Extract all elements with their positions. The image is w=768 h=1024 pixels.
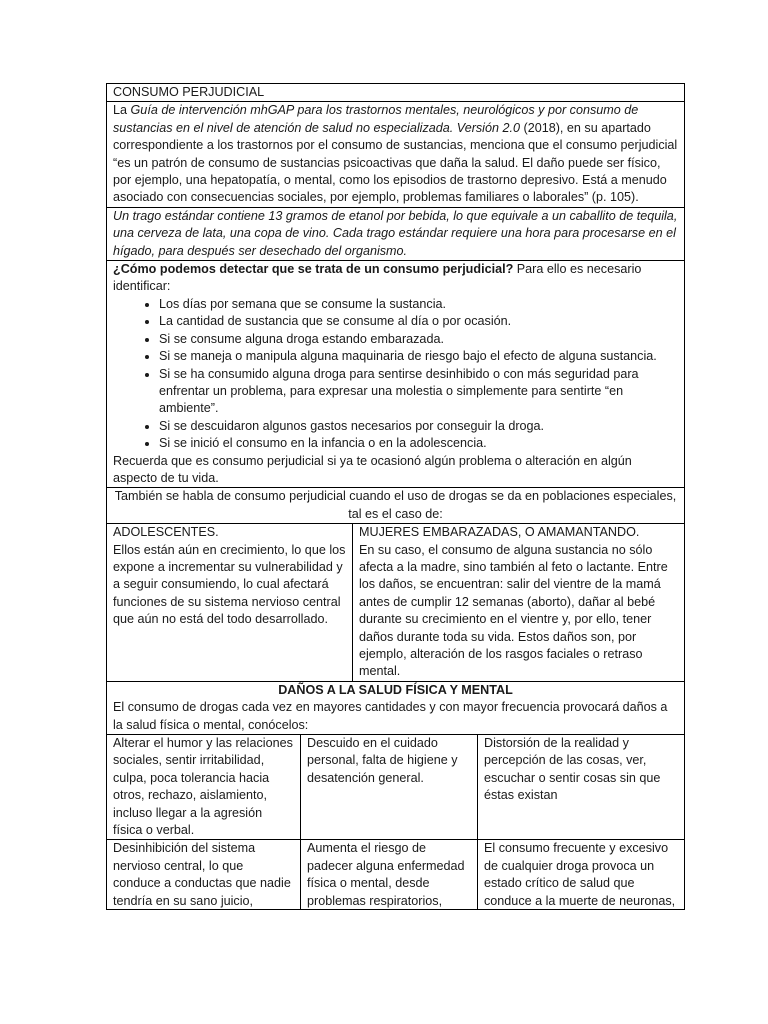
populations-table	[106, 523, 685, 682]
damage-intro-cell	[107, 681, 685, 734]
doc-title: CONSUMO PERJUDICIAL	[113, 85, 265, 99]
damage-cell	[107, 840, 301, 910]
damage-cell: Descuido en el cuidado personal, falta de higiene y desatención general.	[301, 735, 478, 840]
adolescents-text: Ellos están aún en crecimiento, lo que los expone a incrementar su vulnerabilidad y a seguir consumiendo, lo cual afectará funciones de su sistema nervioso central que aún no está del todo desarrollado.	[113, 542, 346, 627]
detect-lead: Para ello es necesario identificar:	[113, 262, 642, 294]
damage-cell-text: Aumenta el riesgo de padecer alguna enfermedad física o mental, desde problemas respiratorios,	[307, 841, 465, 908]
list-item: • Si se maneja o manipula alguna maquinaria de riesgo bajo el efecto de alguna sustancia.	[159, 348, 678, 365]
intro-text-a: La	[113, 103, 131, 118]
detect-closing: Recuerda que es consumo perjudicial si ya te ocasionó algún problema o alteración en algún aspecto de tu vida.	[113, 453, 632, 485]
pregnant-text: En su caso, el consumo de alguna sustancia no sólo afecta a la madre, sino también al feto o lactante. Entre los daños, se encuentran: salir del vientre de la mamá antes de cumplir 12 semanas (aborto), dañar al bebé durante su crecimiento en el vientre y, por ello, tener daños durante toda su vida. Estos daños son, por ejemplo, alteración de los rasgos faciales o retraso mental.	[359, 542, 668, 679]
title-cell	[107, 84, 685, 102]
main-table	[106, 83, 685, 524]
damage-cell: Distorsión de la realidad y percepción de las cosas, ver, escuchar o sentir cosas sin que éstas existan	[478, 735, 685, 840]
damage-cell	[301, 840, 478, 910]
damage-heading: DAÑOS A LA SALUD FÍSICA Y MENTAL	[278, 682, 513, 697]
damage-cell-text: El consumo frecuente y excesivo de cualquier droga provoca un estado crítico de salud que conduce a la muerte de neuronas,	[484, 841, 676, 908]
detect-question: ¿Cómo podemos detectar que se trata de un consumo perjudicial?	[113, 262, 514, 277]
intro-guide-title: Guía de intervención mhGAP para los trastornos mentales, neurológicos y por consumo de sustancias en el nivel de atención de salud no especializada. Versión 2.0	[113, 103, 639, 135]
list-item: • Si se consume alguna droga estando embarazada.	[159, 331, 678, 348]
adolescents-cell	[107, 524, 353, 682]
list-item: • Los días por semana que se consume la sustancia.	[159, 296, 678, 313]
list-item: • La cantidad de sustancia que se consume al día o por ocasión.	[159, 313, 678, 330]
standard-drink-text: Un trago estándar contiene 13 gramos de etanol por bebida, lo que equivale a un caballito de tequila, una cerveza de lata, una copa de vino. Cada trago estándar requiere una hora para procesarse en el hígado, para después ser desechado del organismo.	[113, 208, 678, 258]
detect-intro	[113, 261, 678, 296]
detect-list	[113, 296, 678, 453]
damage-cell: Alterar el humor y las relaciones sociales, sentir irritabilidad, culpa, poca tolerancia hacia otros, rechazo, aislamiento, incluso llegar a la agresión física o verbal.	[107, 735, 301, 840]
damage-cell	[478, 840, 685, 910]
adolescents-heading: ADOLESCENTES.	[113, 525, 219, 540]
detect-cell	[107, 261, 685, 488]
standard-drink-cell	[107, 207, 685, 260]
special-pop-text: También se habla de consumo perjudicial cuando el uso de drogas se da en poblaciones especiales, tal es el caso de:	[114, 489, 677, 521]
damage-header-table	[106, 681, 685, 735]
document	[106, 83, 684, 910]
list-item: • Si se descuidaron algunos gastos necesarios por conseguir la droga.	[159, 418, 678, 435]
damage-cell-text: Desinhibición del sistema nervioso central, lo que conduce a conductas que nadie tendría en su sano juicio,	[113, 841, 291, 908]
damage-table	[106, 734, 685, 910]
pregnant-cell	[353, 524, 685, 682]
list-item: • Si se ha consumido alguna droga para sentirse desinhibido o con más seguridad para enfrentar un problema, para expresar una molestia o simplemente para sentirte “en ambiente”.	[159, 366, 678, 418]
intro-text-b: (2018), en su apartado correspondiente a los trastornos por el consumo de sustancias, menciona que el consumo perjudicial “es un patrón de consumo de sustancias psicoactivas que daña la salud. El daño puede ser físico, por ejemplo, una hepatopatía, o mental, como los episodios de trastorno depresivo. Está a menudo asociado con consecuencias sociales, por ejemplo, problemas familiares o laborales” (p. 105).	[113, 120, 678, 205]
list-item: • Si se inició el consumo en la infancia o en la adolescencia.	[159, 435, 678, 452]
intro-cell	[107, 102, 685, 207]
damage-intro: El consumo de drogas cada vez en mayores cantidades y con mayor frecuencia provocará daños a la salud física o mental, conócelos:	[113, 700, 668, 732]
special-pop-cell	[107, 488, 685, 524]
pregnant-heading: MUJERES EMBARAZADAS, O AMAMANTANDO.	[359, 525, 640, 540]
